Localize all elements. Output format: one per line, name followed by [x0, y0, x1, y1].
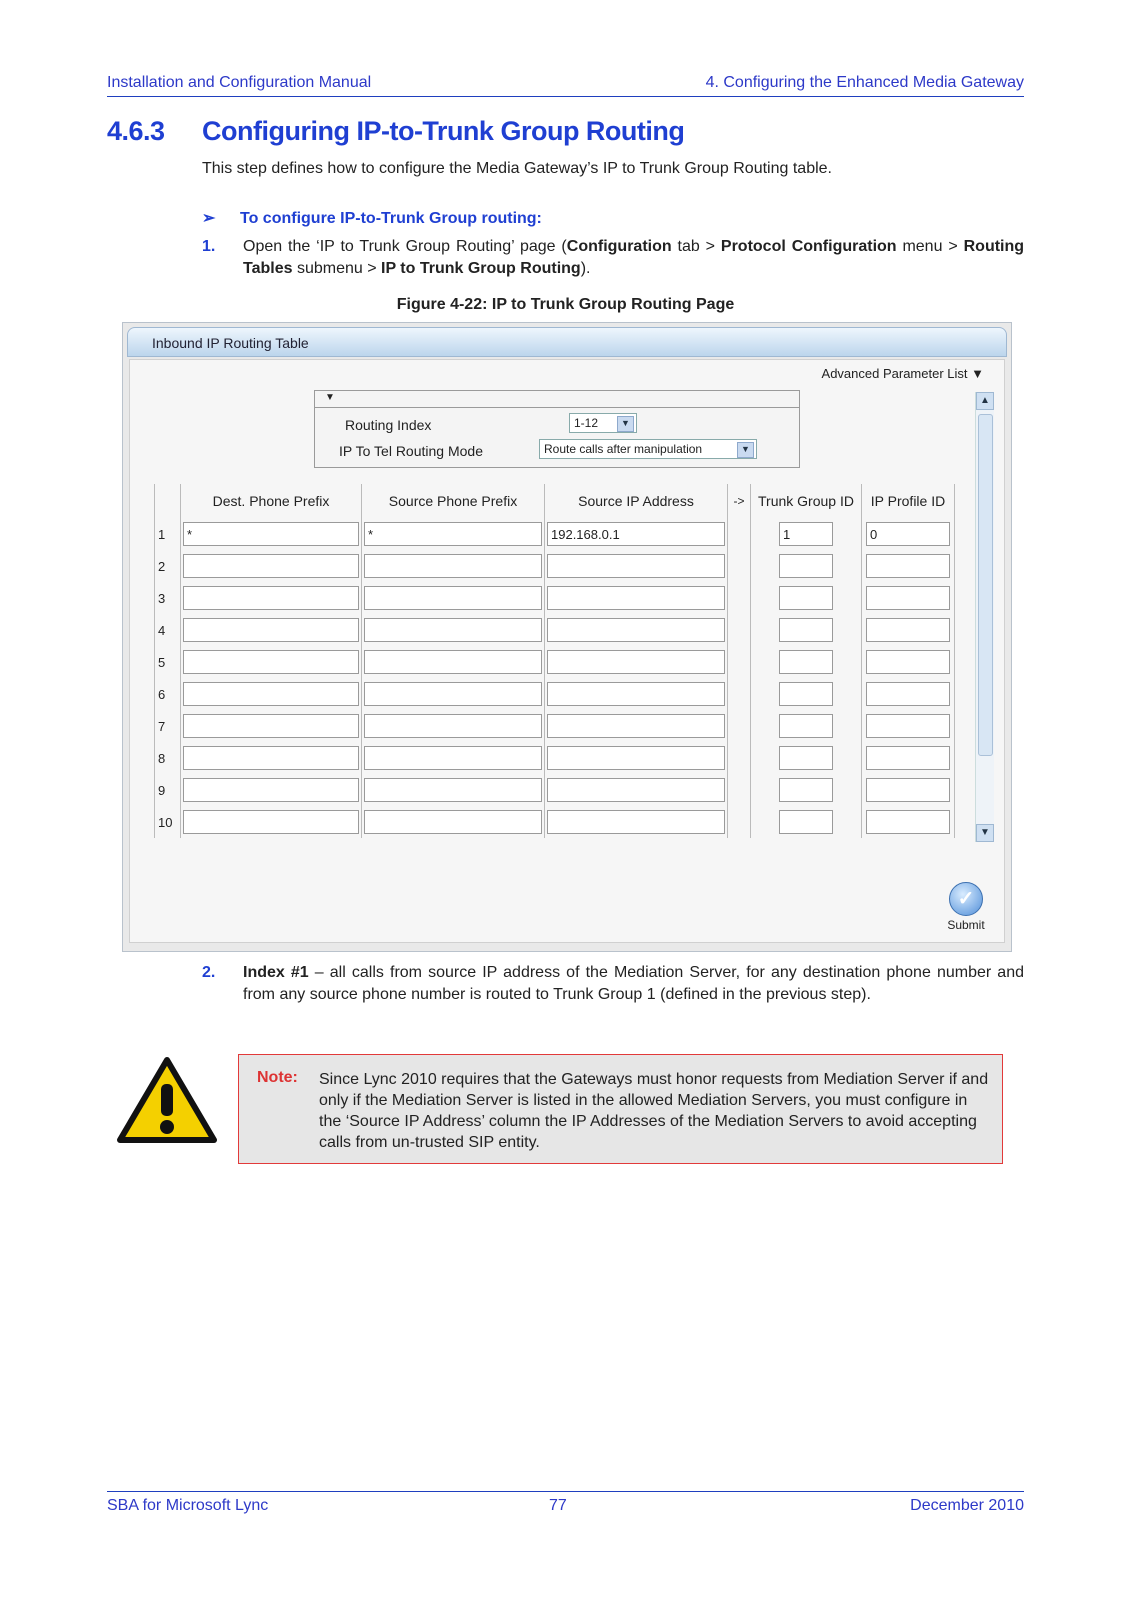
- advanced-parameter-list-link[interactable]: Advanced Parameter List ▼: [821, 366, 984, 381]
- step-2: [202, 962, 1024, 1006]
- row-number: 9: [155, 774, 181, 806]
- dest-input[interactable]: [183, 650, 359, 674]
- tg-input[interactable]: [779, 778, 833, 802]
- dest-input[interactable]: [183, 810, 359, 834]
- prof-input[interactable]: [866, 778, 950, 802]
- vertical-scrollbar[interactable]: [975, 392, 994, 842]
- src-input[interactable]: [364, 554, 542, 578]
- ip-input[interactable]: [547, 746, 725, 770]
- table-row: [155, 550, 955, 582]
- arrow-spacer: [728, 774, 751, 806]
- screenshot-panel: [122, 322, 1012, 952]
- src-input[interactable]: [364, 810, 542, 834]
- page-number: 77: [549, 1497, 567, 1514]
- table-row: [155, 518, 955, 550]
- table-row: [155, 742, 955, 774]
- submit-label: Submit: [947, 918, 985, 932]
- prof-input[interactable]: 0: [866, 522, 950, 546]
- arrow-spacer: [728, 614, 751, 646]
- arrow-spacer: [728, 742, 751, 774]
- collapse-toggle-icon[interactable]: ▼: [315, 391, 799, 408]
- routing-table: [154, 484, 955, 838]
- ip-input[interactable]: [547, 650, 725, 674]
- arrow-spacer: [728, 710, 751, 742]
- table-row: [155, 774, 955, 806]
- table-row: [155, 582, 955, 614]
- scroll-down-icon[interactable]: ▼: [976, 824, 994, 842]
- row-number: 3: [155, 582, 181, 614]
- ip-input[interactable]: 192.168.0.1: [547, 522, 725, 546]
- step-number: 1.: [202, 238, 216, 255]
- step-text: Index #1 – all calls from source IP address of the Mediation Server, for any destination phone number and from any source phone number is routed to Trunk Group 1 (defined in the previous step).: [243, 964, 1025, 1003]
- note-box: [238, 1054, 1003, 1164]
- scrollbar-thumb[interactable]: [978, 414, 993, 756]
- row-number: 2: [155, 550, 181, 582]
- note-text: Since Lync 2010 requires that the Gateways must honor requests from Mediation Server if and only if the Mediation Server is listed in the allowed Mediation Servers, you must configure in the ‘Source IP Address’ column the IP Addresses of the Mediation Servers to avoid accepting calls from un-trusted SIP entity.: [319, 1071, 989, 1151]
- src-input[interactable]: [364, 618, 542, 642]
- row-number: 8: [155, 742, 181, 774]
- tg-input[interactable]: [779, 682, 833, 706]
- routing-mode-label: IP To Tel Routing Mode: [339, 443, 483, 459]
- step-1: [202, 236, 1024, 280]
- section-heading: [107, 116, 684, 147]
- column-header: Trunk Group ID: [751, 484, 862, 518]
- src-input[interactable]: [364, 682, 542, 706]
- arrow-spacer: [728, 678, 751, 710]
- step-number: 2.: [202, 964, 216, 981]
- warning-icon: [116, 1056, 218, 1144]
- figure-caption: Figure 4-22: IP to Trunk Group Routing Page: [396, 296, 735, 313]
- procedure-title: To configure IP-to-Trunk Group routing:: [240, 210, 542, 227]
- step-text: Open the ‘IP to Trunk Group Routing’ page (Configuration tab > Protocol Configuration menu > Routing Tables submenu > IP to Trunk Group Routing).: [243, 238, 1025, 277]
- prof-input[interactable]: [866, 682, 950, 706]
- arrow-spacer: [728, 582, 751, 614]
- tg-input[interactable]: 1: [779, 522, 833, 546]
- prof-input[interactable]: [866, 586, 950, 610]
- routing-settings-box: [314, 390, 800, 468]
- procedure-heading: [202, 208, 542, 228]
- dest-input[interactable]: [183, 554, 359, 578]
- dest-input[interactable]: [183, 586, 359, 610]
- table-row: [155, 806, 955, 838]
- row-number: 5: [155, 646, 181, 678]
- routing-index-select[interactable]: 1-12 ▼: [569, 413, 637, 433]
- tg-input[interactable]: [779, 554, 833, 578]
- arrow-spacer: [728, 550, 751, 582]
- section-title: Configuring IP-to-Trunk Group Routing: [202, 116, 685, 146]
- header-right: 4. Configuring the Enhanced Media Gateway: [705, 74, 1024, 91]
- intro-paragraph: This step defines how to configure the Media Gateway’s IP to Trunk Group Routing table.: [202, 160, 832, 177]
- table-row: [155, 646, 955, 678]
- ip-input[interactable]: [547, 586, 725, 610]
- ip-input[interactable]: [547, 682, 725, 706]
- column-header: Source Phone Prefix: [362, 484, 545, 518]
- row-number: 6: [155, 678, 181, 710]
- table-row: [155, 614, 955, 646]
- src-input[interactable]: [364, 746, 542, 770]
- tg-input[interactable]: [779, 810, 833, 834]
- row-number: 1: [155, 518, 181, 550]
- note-label: Note:: [257, 1069, 298, 1086]
- column-header: IP Profile ID: [862, 484, 955, 518]
- table-row: [155, 710, 955, 742]
- checkmark-icon: ✓: [949, 882, 983, 916]
- arrow-bullet-icon: ➢: [202, 210, 216, 227]
- page-footer: [107, 1491, 1024, 1522]
- tg-input[interactable]: [779, 714, 833, 738]
- src-input[interactable]: [364, 778, 542, 802]
- row-number: 4: [155, 614, 181, 646]
- arrow-spacer: [728, 806, 751, 838]
- prof-input[interactable]: [866, 618, 950, 642]
- ip-input[interactable]: [547, 778, 725, 802]
- dest-input[interactable]: [183, 778, 359, 802]
- routing-mode-select[interactable]: Route calls after manipulation ▼: [539, 439, 757, 459]
- prof-input[interactable]: [866, 746, 950, 770]
- prof-input[interactable]: [866, 810, 950, 834]
- ip-input[interactable]: [547, 554, 725, 578]
- ip-input[interactable]: [547, 618, 725, 642]
- table-row: [155, 678, 955, 710]
- page-header: [107, 72, 1024, 97]
- dest-input[interactable]: *: [183, 522, 359, 546]
- dest-input[interactable]: [183, 714, 359, 738]
- prof-input[interactable]: [866, 714, 950, 738]
- footer-left: SBA for Microsoft Lync: [107, 1497, 269, 1514]
- scroll-up-icon[interactable]: ▲: [976, 392, 994, 410]
- row-number-header: [155, 484, 181, 518]
- dest-input[interactable]: [183, 746, 359, 770]
- src-input[interactable]: [364, 650, 542, 674]
- panel-body: [129, 359, 1005, 943]
- ip-input[interactable]: [547, 810, 725, 834]
- tg-input[interactable]: [779, 650, 833, 674]
- arrow-spacer: [728, 646, 751, 678]
- footer-right: December 2010: [910, 1497, 1024, 1514]
- ip-input[interactable]: [547, 714, 725, 738]
- prof-input[interactable]: [866, 554, 950, 578]
- tg-input[interactable]: [779, 746, 833, 770]
- row-number: 10: [155, 806, 181, 838]
- header-left: Installation and Configuration Manual: [107, 74, 372, 91]
- section-number: 4.6.3: [107, 116, 165, 146]
- column-header: ->: [728, 484, 751, 518]
- panel-title: Inbound IP Routing Table: [152, 335, 309, 351]
- src-input[interactable]: [364, 586, 542, 610]
- row-number: 7: [155, 710, 181, 742]
- prof-input[interactable]: [866, 650, 950, 674]
- column-header: Dest. Phone Prefix: [181, 484, 362, 518]
- src-input[interactable]: [364, 714, 542, 738]
- tg-input[interactable]: [779, 586, 833, 610]
- src-input[interactable]: *: [364, 522, 542, 546]
- chevron-down-icon: ▼: [617, 416, 634, 432]
- submit-button[interactable]: [942, 882, 990, 932]
- dest-input[interactable]: [183, 682, 359, 706]
- routing-index-label: Routing Index: [345, 417, 432, 433]
- chevron-down-icon: ▼: [971, 366, 984, 381]
- arrow-spacer: [728, 518, 751, 550]
- tg-input[interactable]: [779, 618, 833, 642]
- panel-titlebar: [127, 327, 1007, 357]
- dest-input[interactable]: [183, 618, 359, 642]
- chevron-down-icon: ▼: [737, 442, 754, 458]
- column-header: Source IP Address: [545, 484, 728, 518]
